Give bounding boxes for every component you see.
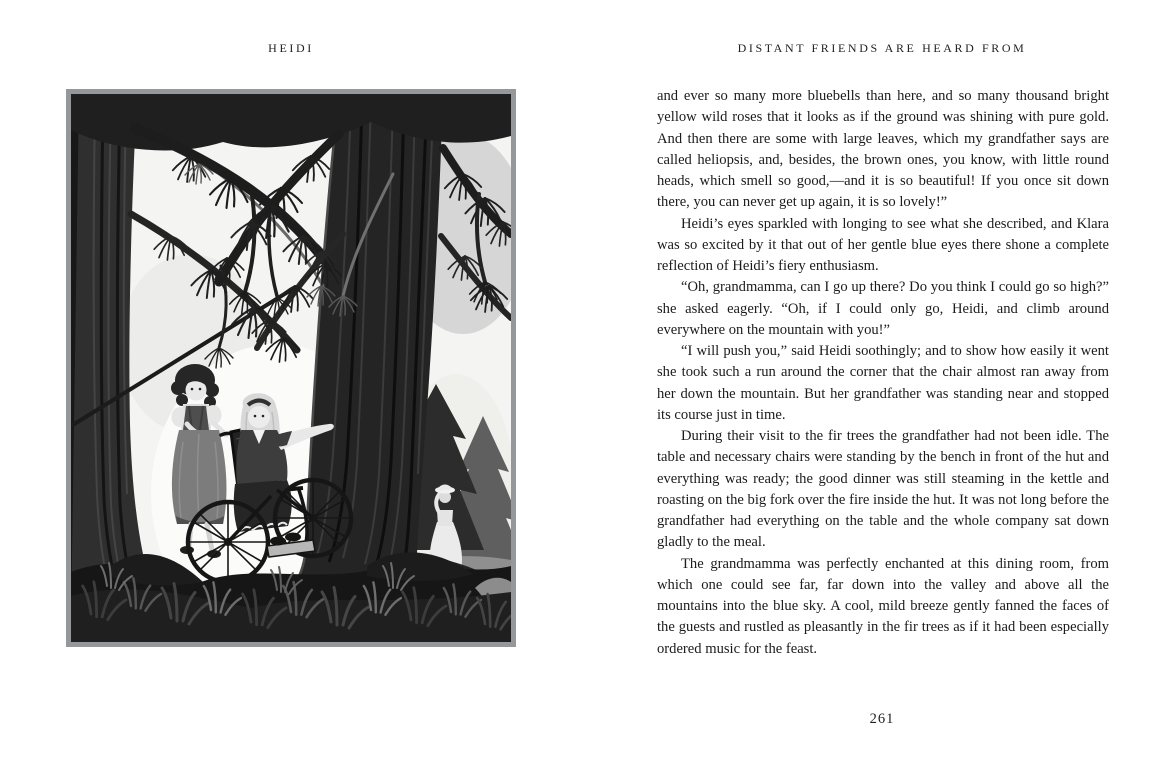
body-text bbox=[657, 86, 1109, 660]
paragraph: During their visit to the fir trees the grandfather had not been idle. The table and necessary chairs were standing by the bench in front of the hut and everything was ready; the good dinner was still steaming in the kettle and roasting on the big fork over the fire inside the hut. It was not long before the grandfather had everything on the table and the whole company sat down gladly to the meal. bbox=[657, 428, 1109, 551]
running-head-left: HEIDI bbox=[268, 41, 314, 55]
paragraph: The grandmamma was perfectly enchanted at this dining room, from which one could see far, far down into the valley and above all the mountains into the blue sky. A cool, mild breeze gently fanned the faces of the guests and rustled as pleasantly in the fir trees as if it had been especially ordered music for the feast. bbox=[657, 555, 1109, 657]
paragraph: “Oh, grandmamma, can I go up there? Do you think I could go so high?” she asked eagerly. “Oh, if I could only go, Heidi, and climb around everywhere on the mountain with you!” bbox=[657, 279, 1109, 338]
paragraph: and ever so many more bluebells than here, and so many thousand bright yellow wild roses that it looks as if the ground was shining with pure gold. And then there are some with large leaves, which my grandfather says are called heliopsis, and, besides, the brown ones, you know, with little round heads, which smell so good,—and it is so beautiful! If you once sit down there, you can never get up again, it is so lovely!” bbox=[657, 88, 1109, 211]
forest-scene-illustration bbox=[71, 94, 511, 642]
paragraph: “I will push you,” said Heidi soothingly; and to show how easily it went she took such a run around the corner that the chair almost ran away from her down the mountain. But her grandfather was standing near and stopped its course just in time. bbox=[657, 343, 1109, 423]
page-number: 261 bbox=[869, 711, 895, 727]
book-illustration bbox=[66, 89, 516, 647]
running-head-right: DISTANT FRIENDS ARE HEARD FROM bbox=[737, 41, 1027, 55]
paragraph: Heidi’s eyes sparkled with longing to see what she described, and Klara was so excited by it that out of her gentle blue eyes there shone a complete reflection of Heidi’s fiery enthusiasm. bbox=[657, 215, 1109, 274]
